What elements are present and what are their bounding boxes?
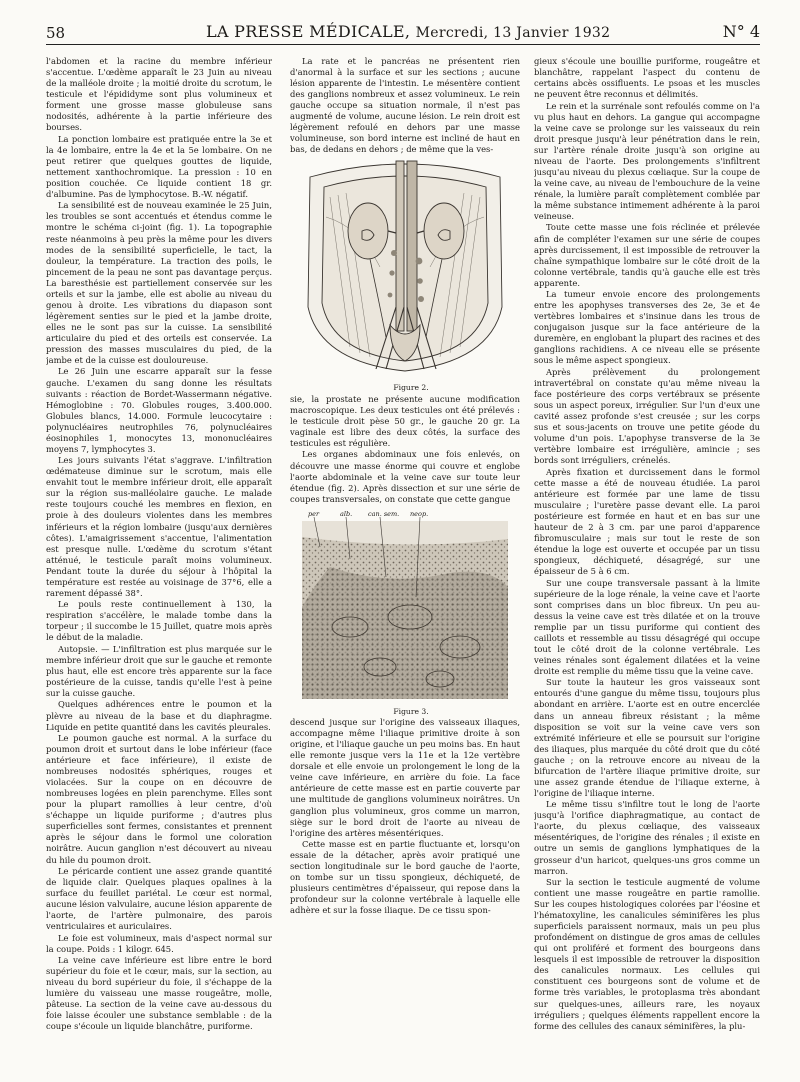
figure-3-label: neop. [410, 509, 429, 518]
paragraph: Quelques adhérences entre le poumon et la plèvre au niveau de la base et du diaphragme. Liquide en petite quantité dans les cavités pleurales. [46, 699, 272, 732]
figure-2-caption: Figure 2. [393, 383, 429, 393]
paragraph: Sur la section le testicule augmenté de volume contient une masse rougeâtre en partie ramollie. Sur les coupes histologiques colorées par l'éosine et l'hématoxyline, les canalicules séminifères les plus superficiels paraissent normaux, mais un peu plus profondément on distingue de gros amas de cellules qui ont proliféré et forment des bourgeons dans lesquels il est impossible de retrouver la disposition des canalicules normaux. Les cellules qui constituent ces bourgeons sont de volume et de forme très variables, le protoplasma très abondant sur quelques-unes, ailleurs rare, les noyaux irréguliers ; quelques éléments rappellent encore la forme des cellules des canaux séminifères, la plu- [534, 876, 760, 1031]
issue-number: N° 4 [722, 22, 760, 41]
paragraph: Le 26 Juin une escarre apparaît sur la fesse gauche. L'examen du sang donne les résultats suivants : réaction de Bordet-Wassermann négative. Hémoglobine : 70. Globules rouges, 3.400.000. Globules blancs, 14.000. Formule leucocytaire : polynucléaires neutrophiles 76, polynucléaires éosinophiles 1, monocytes 13, mononucléaires moyens 7, lymphocytes 3. [46, 366, 272, 454]
paragraph: Le foie est volumineux, mais d'aspect normal sur la coupe. Poids : 1 kilogr. 645. [46, 932, 272, 954]
paragraph: La ponction lombaire est pratiquée entre la 3e et la 4e lombaire, entre la 4e et la 5e lombaire. On ne peut retirer que quelques gouttes de liquide, nettement xanthochromique. La pression : 10 en position couchée. Ce liquide contient 18 gr. d'albumine. Pas de lymphocytose. B.-W. négatif. [46, 133, 272, 199]
journal-name: LA PRESSE MÉDICALE, [206, 22, 411, 41]
paragraph: La sensibilité est de nouveau examinée le 25 Juin, les troubles se sont accentués et étendus comme le montre le schéma ci-joint (fig. 1). La topographie reste néanmoins à peu près la même pour les divers modes de la sensibilité superficielle, le tact, la douleur, la température. La traction des poils, le pincement de la peau ne sont pas davantage perçus. La baresthésie est partiellement conservée sur les orteils et sur la jambe, elle est abolie au niveau du genou à droite. Les vibrations du diapason sont légèrement senties sur le pied et la jambe droite, elles ne le sont pas sur la cuisse. La sensibilité articulaire du pied et des orteils est conservée. La pression des masses musculaires du pied, de la jambe et de la cuisse est douloureuse. [46, 200, 272, 366]
figure-3-label: can. sem. [368, 509, 400, 518]
paragraph: Sur toute la hauteur les gros vaisseaux sont entourés d'une gangue du même tissu, toujours plus abondant en arrière. L'aorte est en outre encerclée dans un anneau fibreux résistant ; la même disposition se voit sur la veine cave vers son extrémité inférieure et elle se poursuit sur l'origine des iliaques, plus marquée du côté droit que du côté gauche ; on la retrouve encore au niveau de la bifurcation de l'artère iliaque primitive droite, sur une assez grande étendue de l'iliaque externe, à l'origine de l'iliaque interne. [534, 677, 760, 798]
paragraph: Les organes abdominaux une fois enlevés, on découvre une masse énorme qui couvre et englobe l'aorte abdominale et la veine cave sur toute leur étendue (fig. 2). Après dissection et sur une série de coupes transversales, on constate que cette gangue [290, 449, 520, 504]
figure-3-label: per [308, 509, 320, 518]
page-number: 58 [46, 24, 66, 42]
paragraph: La veine cave inférieure est libre entre le bord supérieur du foie et le cœur, mais, sur la section, au niveau du bord supérieur du foie, il s'échappe de la lumière du vaisseau une masse rougeâtre, molle, pâteuse. La section de la veine cave au-dessous du foie laisse écouler une substance semblable : de la coupe s'écoule un liquide blanchâtre, puriforme. [46, 955, 272, 1032]
column-3 [534, 56, 760, 1072]
paragraph: Toute cette masse une fois réclinée et prélevée afin de compléter l'examen sur une série de coupes après durcissement, il est impossible de retrouver la chaîne sympathique lombaire sur le côté droit de la colonne vertébrale, tandis qu'à gauche elle est très apparente. [534, 222, 760, 288]
paragraph: La rate et le pancréas ne présentent rien d'anormal à la surface et sur les sections ; aucune lésion apparente de l'intestin. Le mésentère contient des ganglions nombreux et assez volumineux. Le rein gauche occupe sa situation normale, il n'est pas augmenté de volume, aucune lésion. Le rein droit est légèrement refoulé en dehors par une masse volumineuse, son bord interne est incliné de haut en bas, de dedans en dehors ; de même que la ves- [290, 56, 520, 155]
paragraph: La tumeur envoie encore des prolongements entre les apophyses transverses des 2e, 3e et 4e vertèbres lombaires et s'insinue dans les trous de conjugaison jusque sur la face antérieure de la duremère, en englobant la plupart des racines et des ganglions rachidiens. A ce niveau elle se présente sous le même aspect spongieux. [534, 289, 760, 366]
column-1 [46, 56, 272, 1072]
paragraph: l'abdomen et la racine du membre inférieur s'accentue. L'œdème apparaît le 23 Juin au niveau de la malléole droite ; la moitié droite du scrotum, le testicule et l'épididyme sont plus volumineux et forment une grosse masse globuleuse sans nodosités, adhérente à la partie inférieure des bourses. [46, 56, 272, 133]
issue-date: Mercredi, 13 Janvier 1932 [415, 25, 611, 41]
figure-3-label: alb. [340, 509, 353, 518]
journal-title [206, 22, 610, 41]
paragraph: gieux s'écoule une bouillie puriforme, rougeâtre et blanchâtre, rappelant l'aspect du contenu de certains abcès ossifluents. Le psoas et les muscles ne peuvent être reconnus et délimités. [534, 56, 760, 100]
paragraph: Le péricarde contient une assez grande quantité de liquide clair. Quelques plaques opalines à la surface du feuillet pariétal. Le cœur est normal, aucune lésion valvulaire, aucune lésion apparente de l'aorte, de l'artère pulmonaire, des parois ventriculaires et auriculaires. [46, 865, 272, 932]
micrograph-icon [302, 521, 508, 699]
figure-3-caption: Figure 3. [393, 706, 429, 716]
column-2 [290, 56, 520, 1072]
paragraph: Le même tissu s'infiltre tout le long de l'aorte jusqu'à l'orifice diaphragmatique, au contact de l'aorte, du plexus cœliaque, des vaisseaux mésentériques, de l'origine des rénales ; il existe en outre un semis de ganglions lymphatiques de la grosseur d'un haricot, quelques-uns gros comme un marron. [534, 799, 760, 876]
paragraph: sie, la prostate ne présente aucune modification macroscopique. Les deux testicules ont été prélevés : le testicule droit pèse 50 gr., le gauche 20 gr. La vaginale est libre des deux côtés, la surface des testicules est régulière. [290, 393, 520, 449]
paragraph: Le poumon gauche est normal. A la surface du poumon droit et surtout dans le lobe inférieur (face antérieure et face inférieure), il existe de nombreuses nodosités sphériques, rouges et violacées. Sur la coupe on en découvre de nombreuses logées en plein parenchyme. Elles sont pour la plupart ramollies à leur centre, d'où s'échappe un liquide puriforme ; d'autres plus superficielles sont fermes, consistantes et prennent après le séjour dans le formol une coloration noirâtre. Aucun ganglion n'est découvert au niveau du hile du poumon droit. [46, 732, 272, 865]
running-header [46, 18, 760, 46]
paragraph: Autopsie. — L'infiltration est plus marquée sur le membre inférieur droit que sur le gauche et remonte plus haut, elle est encore très apparente sur la face postérieure de la cuisse, tandis qu'elle l'est à peine sur la cuisse gauche. [46, 643, 272, 699]
paragraph: Cette masse est en partie fluctuante et, lorsqu'on essaie de la détacher, après avoir pratiqué une section longitudinale sur le bord gauche de l'aorte, on tombe sur un tissu spongieux, déchiqueté, de plusieurs centimètres d'épaisseur, qui repose dans la profondeur sur la colonne vertébrale à laquelle elle adhère et sur la fosse iliaque. De ce tissu spon- [290, 839, 520, 916]
header-rule [46, 44, 760, 45]
paragraph: Les jours suivants l'état s'aggrave. L'infiltration œdémateuse diminue sur le scrotum, mais elle envahit tout le membre inférieur droit, elle apparaît sur la région sus-malléolaire gauche. Le malade reste toujours couché les membres en flexion, en proie à des douleurs violentes dans les membres inférieurs et la région lombaire (jusqu'aux dernières côtes). L'amaigrissement s'accentue, l'alimentation est presque nulle. L'œdème du scrotum s'étant atténué, le testicule paraît moins volumineux. Pendant toute la durée du séjour à l'hôpital la température est restée au voisinage de 37°6, elle a rarement dépassé 38°. [46, 455, 272, 598]
paragraph: Après fixation et durcissement dans le formol cette masse a été de nouveau étudiée. La paroi antérieure est formée par une lame de tissu musculaire ; l'uretère passe devant elle. La paroi postérieure est formée en haut et en bas sur une hauteur de 2 à 3 cm. par une paroi d'apparence fibromusculaire ; mais sur tout le reste de son étendue la loge est ouverte et occupée par un tissu spongieux, déchiqueté, désagrégé, sur une épaisseur de 5 à 6 cm. [534, 466, 760, 577]
paragraph: Sur une coupe transversale passant à la limite supérieure de la loge rénale, la veine cave et l'aorte sont comprises dans un bloc fibreux. Un peu au-dessus la veine cave est très dilatée et on la trouve remplie par un tissu puriforme qui contient des caillots et ressemble au tissu désagrégé qui occupe tout le côté droit de la colonne vertébrale. Les veines rénales sont également dilatées et la veine droite est remplie du même tissu que la veine cave. [534, 577, 760, 676]
anatomical-illustration-icon [308, 161, 502, 371]
figure-3-micrograph [290, 507, 520, 703]
paragraph: descend jusque sur l'origine des vaisseaux iliaques, accompagne même l'iliaque primitive droite à son origine, et l'iliaque gauche un peu moins bas. En haut elle remonte jusque vers la 11e et la 12e vertèbre dorsale et elle envoie un prolongement le long de la veine cave inférieure, en arrière du foie. La face antérieure de cette masse est en partie couverte par une multitude de ganglions volumineux noirâtres. Un ganglion plus volumineux, gros comme un marron, siège sur le bord droit de l'aorte au niveau de l'origine des artères mésentériques. [290, 717, 520, 838]
figure-2-illustration [290, 157, 520, 379]
paragraph: Le pouls reste continuellement à 130, la respiration s'accélère, le malade tombe dans la torpeur ; il succombe le 15 Juillet, quatre mois après le début de la maladie. [46, 599, 272, 643]
paragraph: Après prélèvement du prolongement intravertébral on constate qu'au même niveau la face postérieure des corps vertébraux se présente sous un aspect poreux, irrégulier. Sur l'un d'eux une cavité assez profonde s'est creusée ; sur les corps sus et sous-jacents on trouve une petite géode du volume d'un pois. L'apophyse transverse de la 3e vertèbre lombaire est irrégulière, amincie ; ses bords sont irréguliers, crénelés. [534, 366, 760, 466]
paragraph: Le rein et la surrénale sont refoulés comme on l'a vu plus haut en dehors. La gangue qui accompagne la veine cave se prolonge sur les vaisseaux du rein droit presque jusqu'à leur pénétration dans le rein, sur l'artère rénale droite jusqu'à son origine au niveau de l'aorte. Des prolongements s'infiltrent jusqu'au niveau du plexus cœliaque. Sur la coupe de la veine cave, au niveau de l'embouchure de la veine rénale, la lumière paraît complètement comblée par la même substance intimement adhérente à la paroi veineuse. [534, 100, 760, 222]
